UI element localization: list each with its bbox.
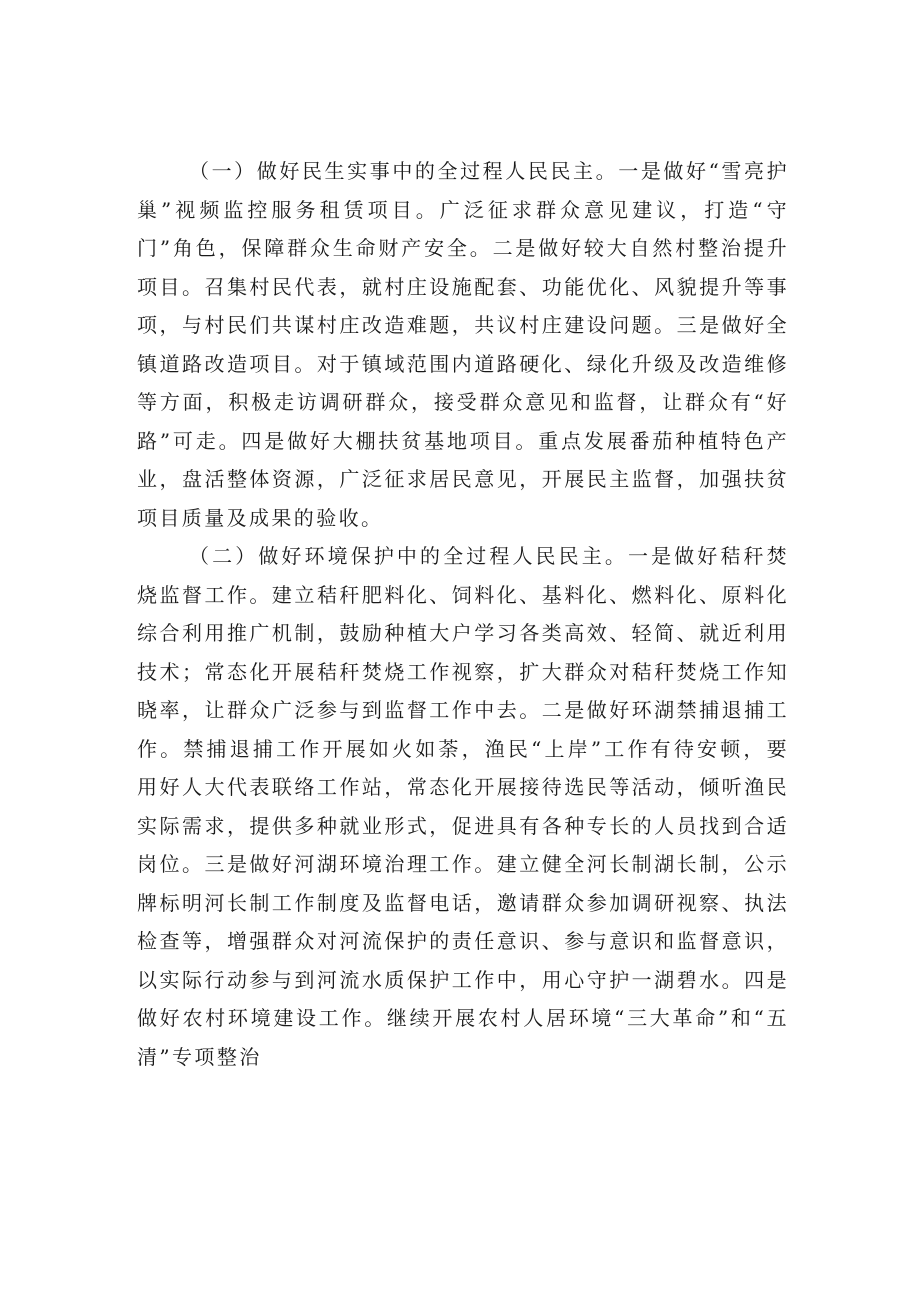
document-body bbox=[137, 152, 789, 1076]
paragraph-environment: （二）做好环境保护中的全过程人民民主。一是做好秸秆焚烧监督工作。建立秸秆肥料化、饲料化、基料化、燃料化、原料化综合利用推广机制，鼓励种植大户学习各类高效、轻简、就近利用技术；常态化开展秸秆焚烧工作视察，扩大群众对秸秆焚烧工作知晓率，让群众广泛参与到监督工作中去。二是做好环湖禁捕退捕工作。禁捕退捕工作开展如火如荼，渔民“上岸”工作有待安顿，要用好人大代表联络工作站，常态化开展接待选民等活动，倾听渔民实际需求，提供多种就业形式，促进具有各种专长的人员找到合适岗位。三是做好河湖环境治理工作。建立健全河长制湖长制，公示牌标明河长制工作制度及监督电话，邀请群众参加调研视察、执法检查等，增强群众对河流保护的责任意识、参与意识和监督意识，以实际行动参与到河流水质保护工作中，用心守护一湖碧水。四是做好农村环境建设工作。继续开展农村人居环境“三大革命”和“五清”专项整治 bbox=[137, 544, 789, 1069]
paragraph-livelihood: （一）做好民生实事中的全过程人民民主。一是做好“雪亮护巢”视频监控服务租赁项目。广泛征求群众意见建议，打造“守门”角色，保障群众生命财产安全。二是做好较大自然村整治提升项目。召集村民代表，就村庄设施配套、功能优化、风貌提升等事项，与村民们共谋村庄改造难题，共议村庄建设问题。三是做好全镇道路改造项目。对于镇域范围内道路硬化、绿化升级及改造维修等方面，积极走访调研群众，接受群众意见和监督，让群众有“好路”可走。四是做好大棚扶贫基地项目。重点发展番茄种植特色产业，盘活整体资源，广泛征求居民意见，开展民主监督，加强扶贫项目质量及成果的验收。 bbox=[137, 159, 789, 530]
